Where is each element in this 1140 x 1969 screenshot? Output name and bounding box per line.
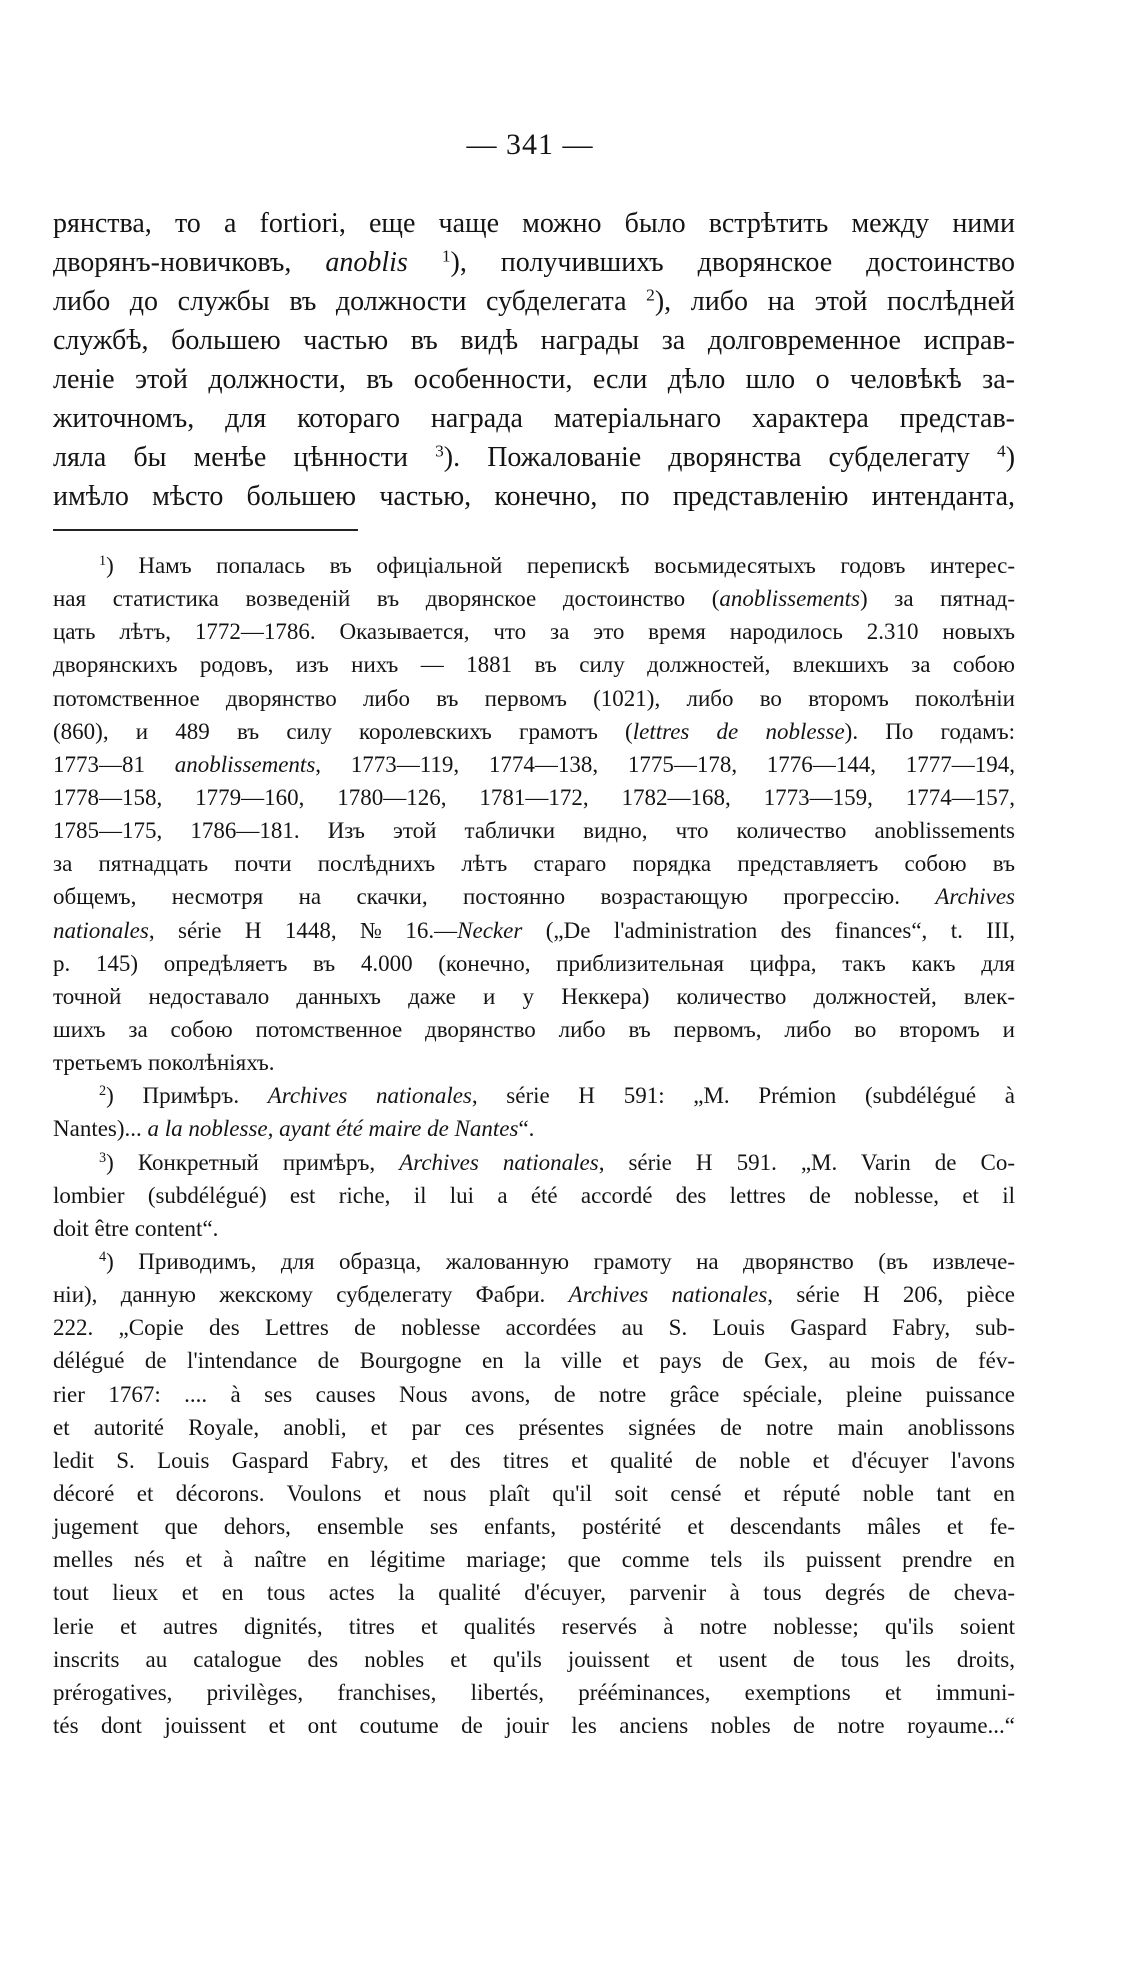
footnotes	[53, 549, 1015, 1742]
body-line	[53, 321, 1015, 360]
footnote-line	[53, 1411, 1015, 1444]
text-run: ) за пятнад-	[859, 586, 1015, 612]
text-run: )	[1005, 442, 1016, 473]
body-line	[53, 282, 1015, 321]
text-run: имѣло мѣсто большею частью, конечно, по представленію интенданта,	[53, 481, 1015, 512]
text-run	[408, 247, 442, 278]
italic-text: lettres de noblesse	[632, 718, 845, 744]
footnote-line	[53, 715, 1015, 748]
text-run: третьемъ поколѣніяхъ.	[53, 1050, 275, 1076]
footnote-line	[53, 682, 1015, 715]
text-run: леніе этой должности, въ особенности, если дѣло шло о человѣкѣ за-	[53, 364, 1015, 395]
text-run: 1778—158, 1779—160, 1780—126, 1781—172, 1782—168, 1773—159, 1774—157,	[53, 784, 1015, 810]
text-run: ная статистика возведеній въ дворянское достоинство (	[53, 586, 720, 612]
text-run: tés dont jouissent et ont coutume de jouir les anciens nobles de notre royaume...“	[53, 1712, 1015, 1738]
footnote-line	[53, 1477, 1015, 1510]
text-run: ) Приводимъ, для образца, жалованную грамоту на дворянство (въ извлече-	[106, 1248, 1015, 1274]
text-run: et autorité Royale, anobli, et par ces présentes signées de notre main anoblissons	[53, 1414, 1015, 1440]
footnote-line	[53, 1046, 1015, 1079]
footnote-marker: 1	[441, 246, 451, 266]
footnote-line	[53, 1543, 1015, 1576]
text-run: inscrits au catalogue des nobles et qu'ils jouissent et usent de tous les droits,	[53, 1646, 1015, 1672]
text-run: , série H 206, pièce	[767, 1282, 1015, 1308]
text-run: житочномъ, для котораго награда матеріальнаго характера представ-	[53, 403, 1015, 434]
footnote-line	[53, 1146, 1015, 1179]
text-run: дворянъ-новичковъ,	[53, 247, 326, 278]
body-line	[53, 477, 1015, 516]
body-line	[53, 204, 1015, 243]
footnote-marker: 3	[435, 441, 444, 461]
text-run: цать лѣтъ, 1772—1786. Оказывается, что за это время народилось 2.310 новыхъ	[53, 619, 1015, 645]
italic-text: Archives nationales	[568, 1282, 768, 1308]
footnote-line	[53, 1576, 1015, 1609]
text-run: общемъ, несмотря на скачки, постоянно возрастающую прогрессію.	[53, 884, 936, 910]
italic-text: a la noblesse, ayant été maire de Nantes	[147, 1116, 519, 1142]
footnote-line	[53, 947, 1015, 980]
footnote-line	[53, 980, 1015, 1013]
body-line	[53, 399, 1015, 438]
text-run: , série H 591. „M. Varin de Co-	[598, 1149, 1015, 1175]
footnote-marker: 3	[99, 1149, 107, 1166]
footnote-line	[53, 1510, 1015, 1543]
footnote-divider	[53, 529, 358, 531]
footnote-line	[53, 1676, 1015, 1709]
italic-text: anoblissements	[174, 751, 316, 777]
text-run: („De l'administration des finances“, t. III,	[522, 917, 1015, 943]
text-run: дворянскихъ родовъ, изъ нихъ — 1881 въ силу должностей, влекшихъ за собою	[53, 652, 1015, 678]
footnote-line	[53, 1444, 1015, 1477]
footnote-line	[53, 648, 1015, 681]
text-run: décoré et décorons. Voulons et nous plaît qu'il soit censé et réputé noble tant en	[53, 1480, 1015, 1506]
text-run: ніи), данную жекскому субделегату Фабри.	[53, 1282, 569, 1308]
text-run: doit être content“.	[53, 1215, 219, 1241]
text-run: ) Примѣръ.	[106, 1083, 268, 1109]
text-run: ). Пожалованіе дворянства субделегату	[443, 442, 997, 473]
footnote-marker: 1	[99, 553, 107, 570]
text-run: 1773—81	[53, 751, 175, 777]
footnote-line	[53, 1212, 1015, 1245]
text-run: либо до службы въ должности субделегата	[53, 286, 647, 317]
text-run: ) Конкретный примѣръ,	[106, 1149, 400, 1175]
italic-text: Necker	[457, 917, 523, 943]
italic-text: Archives nationales	[267, 1083, 472, 1109]
text-run: за пятнадцать почти послѣднихъ лѣтъ стараго порядка представляетъ собою въ	[53, 851, 1015, 877]
text-run: “.	[518, 1116, 535, 1142]
footnote-line	[53, 615, 1015, 648]
footnote-line	[53, 748, 1015, 781]
page-number: — 341 —	[466, 128, 594, 161]
footnote-line	[53, 1112, 1015, 1145]
text-run: ), либо на этой послѣдней	[654, 286, 1015, 317]
body-line	[53, 438, 1015, 477]
footnote-line	[53, 1179, 1015, 1212]
footnote-line	[53, 781, 1015, 814]
footnote-line	[53, 1013, 1015, 1046]
text-run: потомственное дворянство либо въ первомъ (1021), либо во второмъ поколѣніи	[53, 685, 1015, 711]
footnote-line	[53, 1643, 1015, 1676]
text-run: p. 145) опредѣляетъ въ 4.000 (конечно, приблизительная цифра, такъ какъ для	[53, 950, 1015, 976]
text-run: 222. „Copie des Lettres de noblesse accordées au S. Louis Gaspard Fabry, sub-	[53, 1315, 1015, 1341]
footnote-line	[53, 847, 1015, 880]
footnote-line	[53, 1079, 1015, 1112]
text-run: , série H 1448, № 16.—	[148, 917, 458, 943]
footnote-line	[53, 914, 1015, 947]
italic-text: nationales	[53, 917, 149, 943]
text-run: точной недоставало данныхъ даже и у Неккера) количество должностей, влек-	[53, 983, 1015, 1009]
text-run: délégué de l'intendance de Bourgogne en la ville et pays de Gex, au mois de fév-	[53, 1348, 1015, 1374]
footnote-line	[53, 1709, 1015, 1742]
footnote-line	[53, 1245, 1015, 1278]
footnote-line	[53, 1378, 1015, 1411]
text-run: jugement que dehors, ensemble ses enfants, postérité et descendants mâles et fe-	[53, 1514, 1015, 1540]
text-run: ledit S. Louis Gaspard Fabry, et des titres et qualité de noble et d'écuyer l'avons	[53, 1447, 1015, 1473]
text-run: rier 1767: .... à ses causes Nous avons, de notre grâce spéciale, pleine puissance	[53, 1381, 1015, 1407]
footnote-marker: 2	[99, 1083, 107, 1100]
footnote-line	[53, 1278, 1015, 1311]
footnote-line	[53, 549, 1015, 582]
italic-text: Archives nationales	[399, 1149, 599, 1175]
italic-text: anoblissements	[719, 586, 860, 612]
italic-text: Archives	[935, 884, 1015, 910]
text-run: , 1773—119, 1774—138, 1775—178, 1776—144, 1777—194,	[315, 751, 1015, 777]
footnote-marker: 4	[99, 1249, 107, 1266]
body-line	[53, 243, 1015, 282]
text-run: tout lieux et en tous actes la qualité d'écuyer, parvenir à tous degrés de cheva-	[53, 1580, 1015, 1606]
text-run: (860), и 489 въ силу королевскихъ грамотъ (	[53, 718, 633, 744]
text-run: ) Намъ попалась въ офиціальной перепискѣ восьмидесятыхъ годовъ интерес-	[106, 553, 1015, 578]
footnote-line	[53, 582, 1015, 615]
footnote-line	[53, 1311, 1015, 1344]
footnote-line	[53, 814, 1015, 847]
footnote-line	[53, 1344, 1015, 1377]
text-run: prérogatives, privilèges, franchises, libertés, prééminances, exemptions et immuni-	[53, 1679, 1015, 1705]
main-text	[53, 204, 1015, 516]
text-run: lerie et autres dignités, titres et qualités reservés à notre noblesse; qu'ils soient	[53, 1613, 1015, 1639]
footnote-marker: 2	[646, 285, 655, 305]
text-run: lombier (subdélégué) est riche, il lui a été accordé des lettres de noblesse, et il	[53, 1182, 1015, 1208]
text-run: рянства, то a fortiori, еще чаще можно было встрѣтить между ними	[53, 208, 1015, 239]
text-run: ). По годамъ:	[844, 718, 1016, 744]
footnote-marker: 4	[997, 441, 1006, 461]
text-run: Nantes)...	[53, 1116, 148, 1142]
text-run: melles nés et à naître en légitime mariage; que comme tels ils puissent prendre en	[53, 1547, 1015, 1573]
italic-text: anoblis	[325, 247, 408, 278]
text-run: ), получившихъ дворянское достоинство	[450, 247, 1016, 278]
text-run: , série H 591: „M. Prémion (subdélégué à	[471, 1083, 1015, 1109]
body-line	[53, 360, 1015, 399]
footnote-line	[53, 1610, 1015, 1643]
text-run: 1785—175, 1786—181. Изъ этой таблички видно, что количество anoblissements	[53, 818, 1015, 844]
text-run: службѣ, большею частью въ видѣ награды за долговременное исправ-	[53, 325, 1015, 356]
footnote-line	[53, 880, 1015, 913]
text-run: ляла бы менѣе цѣнности	[53, 442, 436, 473]
text-run: шихъ за собою потомственное дворянство либо въ первомъ, либо во второмъ и	[53, 1016, 1015, 1042]
